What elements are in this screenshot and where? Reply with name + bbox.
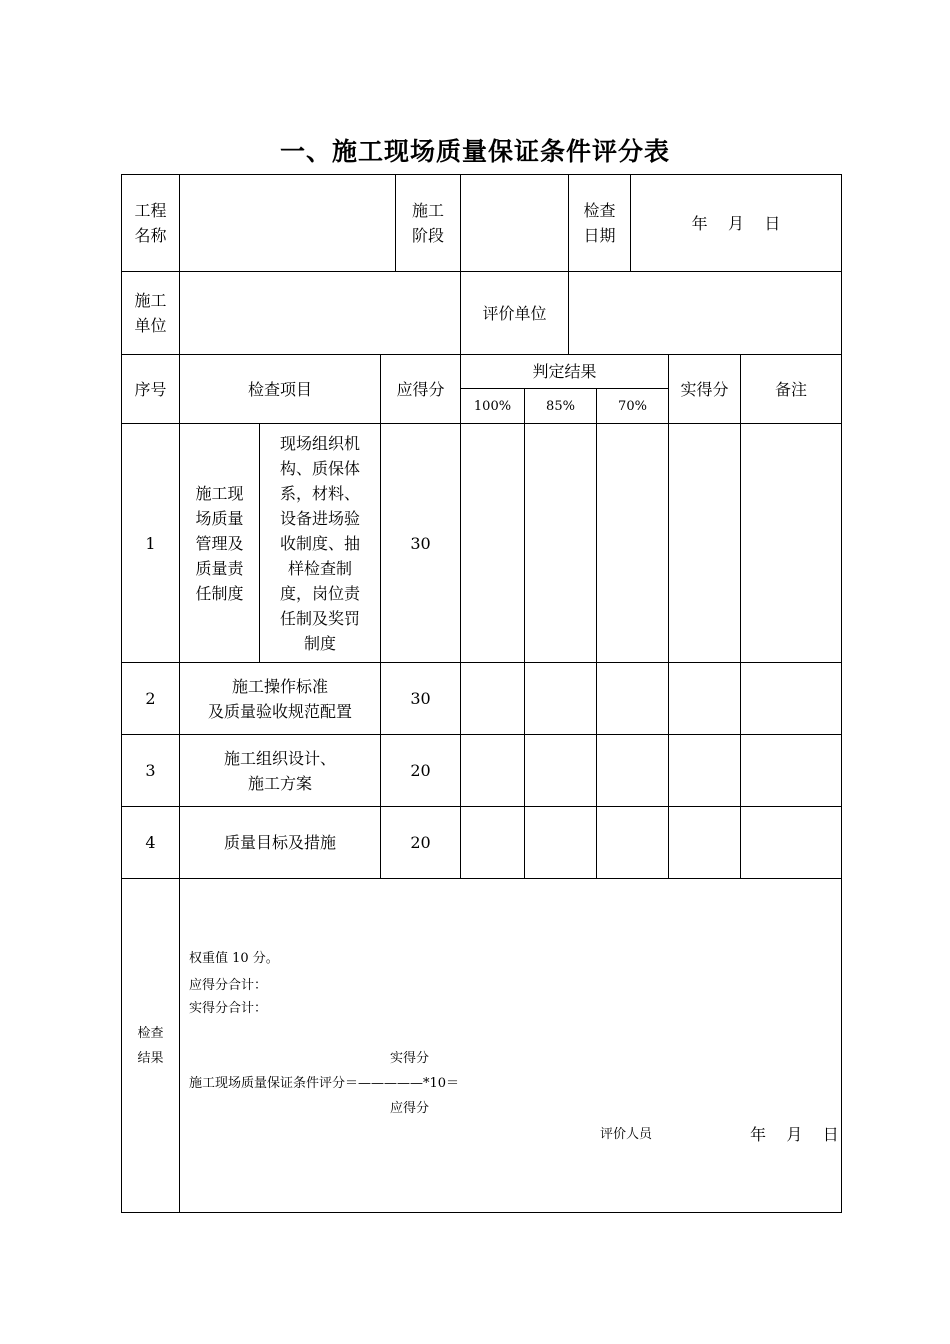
column-header-actual-score: 实得分 [680, 379, 729, 399]
row-3-seq: 3 [145, 761, 156, 780]
evaluation-date: 年 月 日 [750, 1125, 839, 1144]
column-header-judgement: 判定结果 [532, 362, 597, 381]
row-4-seq: 4 [145, 833, 156, 852]
column-header-item: 检查项目 [247, 379, 312, 399]
table-rule [524, 388, 525, 878]
weight-text: 权重值 10 分。 [189, 951, 279, 966]
table-rule [596, 388, 597, 878]
row-2-seq: 2 [145, 689, 156, 708]
column-header-pct100: 100% [473, 398, 512, 414]
table-rule [740, 354, 741, 878]
table-rule [668, 354, 669, 878]
actual-total-text: 实得分合计： [189, 1001, 268, 1016]
stage-label: 施工 阶段 [411, 201, 444, 245]
row-3-item: 施工组织设计、 施工方案 [223, 748, 336, 793]
row-1-detail: 现场组织机 构、质保体 系，材料、 设备进场验 收制度、抽 样检查制 度，岗位责 任制及奖罚 制度 [279, 433, 360, 653]
formula-text: 施工现场质量保证条件评分＝—————*10＝ [189, 1076, 460, 1091]
row-3-score: 20 [410, 761, 431, 780]
column-header-pct70: 70% [618, 398, 647, 414]
should-total-text: 应得分合计： [189, 978, 268, 993]
table-rule [121, 878, 842, 879]
table-rule [121, 1212, 842, 1213]
check-date-label: 检查 日期 [583, 201, 616, 245]
evaluation-unit-label: 评价单位 [482, 303, 547, 323]
formula-numerator: 实得分 [390, 1051, 430, 1066]
project-name-field[interactable] [180, 175, 395, 271]
column-header-remarks: 备注 [774, 379, 807, 399]
row-4-score: 20 [410, 833, 431, 852]
column-header-should-score: 应得分 [396, 379, 445, 399]
construction-unit-field[interactable] [180, 272, 460, 354]
construction-unit-label: 施工 单位 [134, 291, 167, 335]
formula-denominator: 应得分 [390, 1101, 430, 1116]
evaluator-label: 评价人员 [600, 1127, 653, 1142]
table-rule [841, 174, 842, 1213]
stage-field[interactable] [461, 175, 568, 271]
row-2-item: 施工操作标准 及质量验收规范配置 [207, 676, 352, 721]
row-2-score: 30 [410, 689, 431, 708]
result-label: 检查 结果 [137, 1025, 164, 1066]
evaluation-unit-field[interactable] [569, 272, 841, 354]
row-1-seq: 1 [145, 533, 156, 553]
page-title: 一、施工现场质量保证条件评分表 [279, 137, 670, 166]
column-header-pct85: 85% [546, 398, 575, 414]
row-4-item: 质量目标及措施 [223, 833, 336, 852]
table-rule [460, 354, 461, 878]
row-1-item: 施工现 场质量 管理及 质量责 任制度 [195, 483, 244, 603]
row-1-score: 30 [410, 533, 431, 553]
column-header-seq: 序号 [134, 379, 167, 399]
check-date-field[interactable]: 年 月 日 [691, 213, 781, 233]
project-name-label: 工程 名称 [134, 201, 167, 245]
